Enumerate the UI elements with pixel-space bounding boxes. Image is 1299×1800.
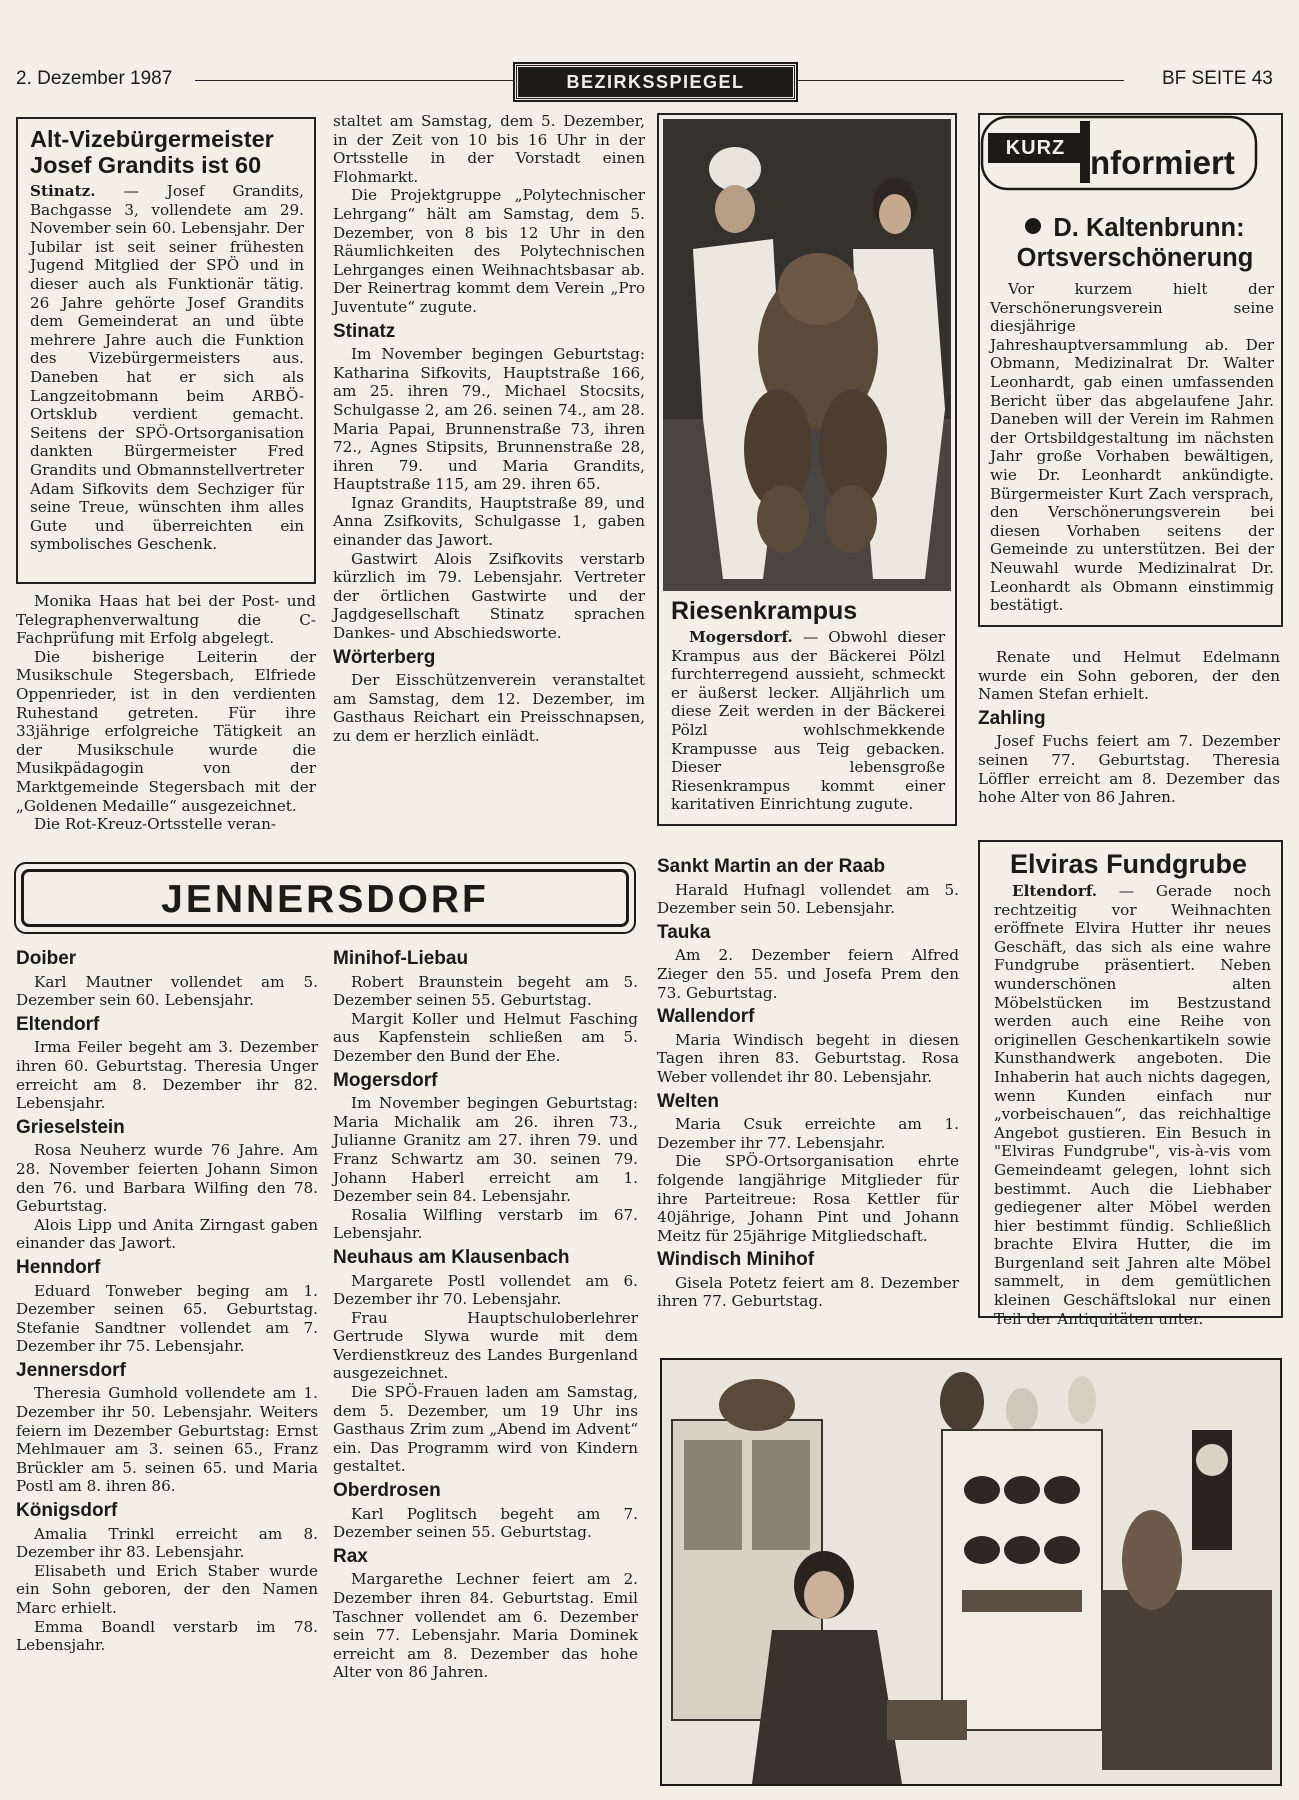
place-heading: Grieselstein <box>16 1116 125 1138</box>
paragraph: Die bisherige Leiterin der Musikschule Stegersbach, Elfriede Oppenrieder, ist in den verdienten Ruhestand getreten. Für ihre 33jährige erfolgreiche Tätigkeit an der Musikschule wurde die Musikpädagogin von der Marktgemeinde Stegersbach mit der „Goldenen Medaille“ ausgezeichnet. <box>16 647 316 815</box>
paragraph: Karl Mautner vollendet am 5. Dezember sein 60. Lebensjahr. <box>16 972 318 1010</box>
place-heading: Mogersdorf <box>333 1069 438 1091</box>
place-heading: Neuhaus am Klausenbach <box>333 1246 570 1268</box>
paragraph: Renate und Helmut Edelmann wurde ein Sohn geboren, der den Namen Stefan erhielt. <box>978 648 1280 704</box>
paragraph: Am 2. Dezember feiern Alfred Zieger den 55. und Josefa Prem den 73. Geburtstag. <box>657 946 959 1002</box>
paragraph: Elisabeth und Erich Staber wurde ein Sohn geboren, der den Namen Marc erhielt. <box>16 1561 318 1617</box>
column2-jennersdorf <box>333 944 638 1682</box>
shop-photo <box>660 1358 1282 1786</box>
place-heading: Henndorf <box>16 1256 101 1278</box>
place-heading: Wörterberg <box>333 646 436 668</box>
krampus-photo <box>663 119 951 591</box>
paragraph: Emma Boandl verstarb im 78. Lebensjahr. <box>16 1617 318 1655</box>
paragraph: Karl Poglitsch begeht am 7. Dezember seinen 55. Geburtstag. <box>333 1504 638 1542</box>
place-heading: Wallendorf <box>657 1006 755 1028</box>
place-heading: Rax <box>333 1545 368 1567</box>
paragraph: Rosa Neuherz wurde 76 Jahre. Am 28. November feierten Johann Simon den 76. und Barbara Wilfing den 78. Geburtstag. <box>16 1141 318 1216</box>
article-body <box>30 182 304 554</box>
article-title <box>992 213 1278 273</box>
banner-title: JENNERSDORF <box>161 878 489 921</box>
place-heading: Welten <box>657 1090 719 1112</box>
article-elviras-fundgrube <box>978 840 1283 1328</box>
issue-date: 2. Dezember 1987 <box>16 68 176 90</box>
article-title: Riesenkrampus <box>671 597 858 625</box>
paragraph: Die SPÖ-Frauen laden am Samstag, dem 5. Dezember, um 19 Uhr ins Gasthaus Zrim zum „Abend im Advent“ ein. Das Programm wird von Kindern gestaltet. <box>333 1383 638 1476</box>
place-heading: Eltendorf <box>16 1013 100 1035</box>
paragraph: Irma Feiler begeht am 3. Dezember ihren 60. Geburtstag. Theresia Unger erreicht am 8. Dezember ihr 82. Lebensjahr. <box>16 1038 318 1113</box>
kurz-i-bar <box>1080 121 1090 183</box>
article-body <box>994 882 1271 1328</box>
kurz-informiert-header <box>980 115 1281 195</box>
paragraph: Die Projektgruppe „Polytechnischer Lehrgang“ hält am Samstag, dem 5. Dezember, von 8 bis 12 Uhr in den Räumlichkeiten des Polytechnischen Lehrganges einen Weihnachtsbasar ab. Der Reinertrag kommt dem Verein „Pro Juventute“ zugute. <box>333 186 645 316</box>
paragraph: Eduard Tonweber beging am 1. Dezember seinen 65. Geburtstag. Stefanie Sandtner vollendet am 7. Dezember ihr 75. Lebensjahr. <box>16 1281 318 1356</box>
paragraph: Harald Hufnagl vollendet am 5. Dezember sein 50. Lebensjahr. <box>657 880 959 918</box>
column1-jennersdorf <box>16 944 318 1655</box>
body-text: — Josef Grandits, Bachgasse 3, vollendete am 29. November sein 60. Lebensjahr. Der Jubilar ist seit seiner frühesten Jugend Mitglied der SPÖ und in dieser auch als Funktionär tätig. 26 Jahre gehörte Josef Grandits dem Gemeinderat an und übte mehrere Jahre auch die Funktion des Vizebürgermeisters aus. Daneben hat er sich als Langzeitobmann beim ARBÖ-Ortsklub verdient gemacht. Seitens der SPÖ-Ortsorganisation dankten Bürgermeister Fred Grandits und Obmannstellvertreter Adam Sifkovits dem Sechziger für seine Treue, wünschten ihm alles Gute und überreichten ein symbolisches Geschenk. <box>30 182 304 554</box>
article-body: Vor kurzem hielt der Verschönerungsverein seine diesjährige Jahreshauptversammlung ab. Der Obmann, Medizinalrat Dr. Walter Leonhardt, gab einen umfassenden Bericht über das abgelaufene Jahr. Daneben will der Verein im Rahmen der Ortsbildgestaltung im nächsten Jahr große Vorhaben bewältigen, wie Dr. Leonhardt ankündigte. Bürgermeister Kurt Zach versprach, den Verschönerungsverein bei diesen Vorhaben seitens der Gemeinde zu unterstützen. Bei der Neuwahl wurde Medizinalrat Dr. Leonhardt als Obmann einstimmig bestätigt. <box>990 280 1274 615</box>
paragraph: Frau Hauptschuloberlehrer Gertrude Slywa wurde mit dem Verdienstkreuz des Landes Burgenland ausgezeichnet. <box>333 1308 638 1383</box>
jennersdorf-banner <box>14 862 636 934</box>
paragraph: Im November begingen Geburtstag: Maria Michalik am 26. ihren 73., Julianne Granitz am 27. ihren 79. und Franz Schwartz am 30. seinen 79. Johann Haberl erreicht am 1. Dezember sein 84. Lebensjahr. <box>333 1094 638 1206</box>
paragraph: Gisela Potetz feiert am 8. Dezember ihren 77. Geburtstag. <box>657 1273 959 1311</box>
section-title: BEZIRKSSPIEGEL <box>515 64 796 100</box>
place-heading: Tauka <box>657 921 711 943</box>
article-alt-vize <box>16 117 316 584</box>
paragraph: Margit Koller und Helmut Fasching aus Kapfenstein schließen am 5. Dezember den Bund der Ehe. <box>333 1009 638 1065</box>
page-number: BF SEITE 43 <box>1158 68 1273 90</box>
informiert-label: nformiert <box>1090 144 1235 181</box>
bullet-icon <box>1025 218 1041 234</box>
paragraph: Rosalia Wilfling verstarb im 67. Lebensjahr. <box>333 1205 638 1243</box>
article-riesenkrampus <box>657 113 957 826</box>
column4-middle <box>978 648 1280 807</box>
place-heading: Jennersdorf <box>16 1359 126 1381</box>
body-text: — Obwohl dieser Krampus aus der Bäckerei Pölzl furchterregend aussieht, schmeckt er äußerst lecker. Alljährlich um diese Zeit werden in der Bäckerei Pölzl wohlschmekkende Krampusse aus Teig gebacken. Dieser lebensgroße Riesenkrampus kommt einer karitativen Einrichtung zugute. <box>671 628 945 814</box>
place-heading: Sankt Martin an der Raab <box>657 856 886 877</box>
column2-upper <box>333 112 645 746</box>
dateline: Mogersdorf. <box>689 628 793 646</box>
shop-photo-illustration <box>662 1360 1280 1784</box>
dateline: Eltendorf. <box>1012 882 1098 900</box>
paragraph: Der Eisschützenverein veranstaltet am Samstag, dem 12. Dezember, im Gasthaus Reichart ein Preisschnapsen, zu dem er herzlich einlädt. <box>333 671 645 745</box>
place-heading: Königsdorf <box>16 1500 118 1522</box>
paragraph: Robert Braunstein begeht am 5. Dezember seinen 55. Geburtstag. <box>333 972 638 1010</box>
paragraph: Theresia Gumhold vollendete am 1. Dezember ihr 50. Lebensjahr. Weiters feiern im Dezember Geburtstag: Ernst Mehlmauer am 3. seinen 65., Franz Brückler am 5. seinen 65. und Maria Postl am 8. ihren 86. <box>16 1384 318 1496</box>
paragraph: Monika Haas hat bei der Post- und Telegraphenverwaltung die C-Fachprüfung mit Erfolg abgelegt. <box>16 592 316 648</box>
place-heading: Zahling <box>978 707 1046 729</box>
paragraph: Margarethe Lechner feiert am 2. Dezember ihren 84. Geburtstag. Emil Taschner vollendet am 6. Dezember sein 77. Lebensjahr. Maria Dominek erreicht am 8. Dezember das hohe Alter von 86 Jahren. <box>333 1570 638 1682</box>
column3-jennersdorf <box>657 852 959 1311</box>
paragraph: Gastwirt Alois Zsifkovits verstarb kürzlich im 79. Lebensjahr. Vertreter der örtlichen Gastwirte und der Jagdgesellschaft Stinatz sprachen Dankes- und Abschiedsworte. <box>333 549 645 643</box>
banner-inner <box>21 869 629 927</box>
article-title: Alt-Vizebürgermeister Josef Grandits ist 60 <box>30 126 274 178</box>
kurz-informiert-box <box>978 113 1283 627</box>
paragraph: Die Rot-Kreuz-Ortsstelle veran- <box>34 815 276 834</box>
article-title: Elviras Fundgrube <box>1010 849 1248 879</box>
column1-lower <box>16 592 316 834</box>
place-heading: Doiber <box>16 948 77 969</box>
paragraph: staltet am Samstag, dem 5. Dezember, in der Zeit von 10 bis 16 Uhr in der Ortsstelle in der Vorstadt einen Flohmarkt. <box>333 112 645 186</box>
paragraph: Im November begingen Geburtstag: Katharina Sifkovits, Hauptstraße 166, am 25. ihren 79., Michael Stocsits, Schulgasse 2, am 26. seinen 74., am 28. Maria Papai, Brunnenstraße 73, ihren 72., Agnes Stipsits, Brunnenstraße 28, ihren 79. und Maria Grandits, Hauptstraße 115, am 29. ihren 65. <box>333 345 645 494</box>
paragraph: Die SPÖ-Ortsorganisation ehrte folgende langjährige Mitglieder für ihre Parteitreue: Rosa Kettler für 40jährige, Johann Pint und Johann Meitz für 25jährige Mitgliedschaft. <box>657 1152 959 1245</box>
dateline: Stinatz. <box>30 182 96 200</box>
paragraph: Alois Lipp und Anita Zirngast gaben einander das Jawort. <box>16 1215 318 1253</box>
article-body <box>671 628 945 814</box>
kurz-label: KURZ <box>988 133 1083 163</box>
paragraph: Amalia Trinkl erreicht am 8. Dezember ihr 83. Lebensjahr. <box>16 1524 318 1562</box>
title-text: D. Kaltenbrunn: Ortsverschönerung <box>1016 214 1254 272</box>
paragraph: Maria Csuk erreichte am 1. Dezember ihr 77. Lebensjahr. <box>657 1115 959 1152</box>
body-text: — Gerade noch rechtzeitig vor Weihnachten eröffnete Elvira Hutter ihr neues Geschäft, das sich als eine wahre Fundgrube präsentiert. Neben wunderschönen alten Möbelstücken im Bestzustand werden auch eine Reihe von originellen Geschenkartikeln sowie Kunsthandwerk angeboten. Die Inhaberin hat auch nichts dagegen, wenn Kunden einfach nur „vorbeischauen“, das reichhaltige Angebot gustieren. Ein Besuch in "Elviras Fundgrube", vis-à-vis vom Gemeindeamt gelegen, lohnt sich bestimmt. Auch die Liebhaber gediegener alter Möbel werden hier bestimmt fündig. Schließlich brachte Elvira Hutter, die im Burgenland seit Jahren alte Möbel sammelt, in dem gemütlichen kleinen Geschäftslokal nur einen Teil der Antiquitäten unter. <box>994 882 1271 1328</box>
krampus-photo-illustration <box>663 119 951 591</box>
paragraph: Josef Fuchs feiert am 7. Dezember seinen 77. Geburtstag. Theresia Löffler erreicht am 8. Dezember das hohe Alter von 86 Jahren. <box>978 732 1280 807</box>
paragraph: Margarete Postl vollendet am 6. Dezember ihr 70. Lebensjahr. <box>333 1271 638 1309</box>
place-heading: Oberdrosen <box>333 1480 441 1502</box>
paragraph: Maria Windisch begeht in diesen Tagen ihren 83. Geburtstag. Rosa Weber vollendet ihr 80. Lebensjahr. <box>657 1030 959 1086</box>
place-heading: Stinatz <box>333 320 396 342</box>
place-heading: Windisch Minihof <box>657 1249 815 1271</box>
paragraph: Ignaz Grandits, Hauptstraße 89, und Anna Zsifkovits, Schulgasse 1, gaben einander das Jawort. <box>333 493 645 550</box>
place-heading: Minihof-Liebau <box>333 948 469 969</box>
